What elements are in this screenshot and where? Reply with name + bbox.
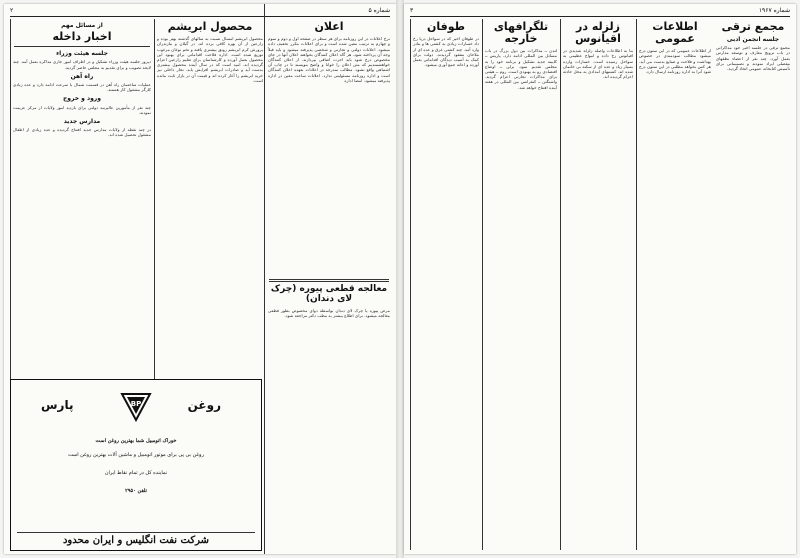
progress-society-heading: مجمع ترقی [721,20,785,33]
column-foreign-telegrams [482,19,559,550]
bp-logo-icon [120,390,152,422]
column-silk-continued [264,4,265,554]
page-gutter [396,0,404,558]
public-info-heading: اطلاعات عمومی [652,20,698,46]
domestic-kicker: از مسائل مهم [61,22,103,29]
brand-oil-word: روغن [187,398,221,412]
column-announcement [266,19,392,550]
ad-phone: تلفن ۲۹۵۰ [125,488,147,494]
pyorrhea-ad-body: مرض پیوره یا چرک لای دندان بواسطه دوای مخصوص بطور قطعی معالجه میشود. برای اطلاع بیشتر به مطب دکتر مراجعه شود. [268,307,390,319]
storm-body: در طوفان اخیر که در سواحل دریا رخ داد خسارات زیادی به کشتی ها و بنادر وارد آمد. چند کشتی غرق و عده ای از ملاحان مفقود گردیدند. دولت برای کمک به آسیب دیدگان اقداماتی بعمل آورده و اعانه جمع آوری میشود. [413,36,479,68]
column-storm [410,19,481,550]
progress-society-sub: جلسه انجمن ادبی [726,36,780,44]
issue-label-right: شماره ۱۹۶۷ [758,7,790,14]
ad-line-2: روغن بی پی برای موتور اتومبیل و ماشین آلات بهترین روغن است [68,452,204,458]
page-number-right: ۳ [410,7,414,14]
announcement-body: نرخ اعلانات در این روزنامه برای هر سطر در صفحه اول و دوم و سوم و چهارم به ترتیب معین شده است و برای اعلانات مکرر تخفیف داده میشود. اعلانات دولتی و تجارتی و شخصی پذیرفته میشود و باید قبلاً وجه آن پرداخته شود. هر گاه اعلان کنندگان بخواهند اعلان آنها در جای مخصوص درج شود باید اجرت اضافی بپردازند. از اعلان کنندگان خواهشمندیم که متن اعلان را خوانا و واضح بنویسند تا در چاپ آن اشتباهی واقع نشود. مطالب مندرجه در اعلانات بعهده اعلان کنندگان است و اداره روزنامه مسئولیتی ندارد. اعلانات ساعت معین در اداره پذیرفته میشود. امضا اداره [268,36,390,83]
bp-oil-advertisement [10,379,262,551]
domestic-sub-cabinet: جلسه هیئت وزراء [56,50,108,58]
silk-body: محصول ابریشم امسال نسبت به سالهای گذشته بهتر بوده و زارعین از آن بهره کافی برده اند. در گیلان و مازندران پرورش کرم ابریشم رونق بیشتری یافته و تخم نوغان مرغوب توزیع شده است. اداره فلاحت اقداماتی برای بهبود این محصول بعمل آورده و کارشناسان برای تعلیم زارعین اعزام گردیده اند. امید است که در سال آینده محصول بیشتری بدست آید و صادرات ابریشم افزایش یابد. تجار داخلی نیز خرید ابریشم را آغاز کرده اند و قیمت آن در بازار ثابت مانده است. [157,36,263,83]
page-number: ۲ [10,7,14,14]
foreign-telegrams-heading: تلگرافهای خارجه [493,20,549,46]
domestic-body-railway: عملیات ساختمان راه آهن در قسمت شمال با سرعت ادامه دارد و عده زیادی کارگر مشغول کار هستند. [13,82,151,93]
public-info-body: از اطلاعات عمومی که در این ستون درج میشود مطالب سودمندی در خصوص بهداشت و فلاحت و صنایع بدست می آید. هر کس بخواهد مطلبی در این ستون درج شود آنرا به اداره روزنامه ارسال دارد. [639,48,711,74]
running-header-right [410,6,790,17]
domestic-body-cabinet: دیروز جلسه هیئت وزراء تشکیل و در اطراف امور جاری مذاکره بعمل آمد. چند لایحه تصویب و برای تقدیم به مجلس حاضر گردید. [13,59,151,70]
domestic-sub-arrivals: ورود و خروج [62,95,101,103]
silk-heading: محصول ابریشم [167,20,253,33]
announcement-heading: اعلان [314,20,344,33]
storm-heading: طوفان [427,20,465,33]
bp-logo-text: BP [130,400,142,408]
column-public-info [636,19,713,550]
progress-society-body: مجمع ترقی در جلسه اخیر خود مذاکراتی در باب ترویج معارف و توسعه مدارس بعمل آورد. چند نفر از اعضاء نطقهای مفصلی ایراد نمودند و تصمیماتی برای تأسیس کتابخانه عمومی اتخاذ گردید. [716,45,790,72]
earthquake-heading: زلزله در اقیانوس [575,20,621,46]
domestic-heading: اخبار داخله [52,30,112,44]
earthquake-body: بنا به اطلاعات واصله زلزله شدیدی در اقیانوس رخ داده و امواج عظیمی به سواحل رسیده است. خسارات وارده بسیار زیاد و عده ای از سکنه بی خانمان شده اند. کشتیهای امدادی به محل حادثه اعزام گردیده اند. [563,48,633,80]
pyorrhea-ad-heading: معالجه قطعی پیوره (چرک لای دندان) [270,284,388,304]
domestic-sub-railway: راه آهن [70,72,94,80]
right-page [404,4,796,554]
running-header [10,6,390,17]
issue-label: شماره ۵ [368,7,390,14]
ad-company-name: شرکت نفت انگلیس و ایران محدود [17,532,255,546]
domestic-body-arrivals: چند نفر از مأمورین عالیرتبه دولتی برای بازدید امور ولایات از مرکز عزیمت نمودند. [13,104,151,115]
domestic-sub-schools: مدارس جدید [63,118,101,126]
foreign-telegrams-body: لندن ــ مذاکرات بین دول بزرگ در باب مسائل بین المللی ادامه دارد. پاریس ــ کابینه جدید تشکیل و برنامه خود را به مجلس تقدیم نمود. برلن ــ اوضاع اقتصادی رو به بهبودی است. روم ــ هیئتی برای مذاکرات تجارتی اعزام گردید. واشنگتن ــ کنفرانس بین المللی در هفته آینده افتتاح خواهد شد. [485,48,557,90]
ad-line-1: خوراک اتومبیل شما بهترین روغن است [95,438,177,444]
column-earthquake [560,19,635,550]
column-progress-society [714,19,792,550]
domestic-body-schools: در چند نقطه از ولایات مدارس جدید افتتاح گردیده و عده زیادی از اطفال مشغول تحصیل شده اند. [13,127,151,138]
left-page [4,4,396,554]
brand-pars-word: پارس [41,398,74,412]
ad-line-3: نماینده کل در تمام نقاط ایران [104,470,168,476]
